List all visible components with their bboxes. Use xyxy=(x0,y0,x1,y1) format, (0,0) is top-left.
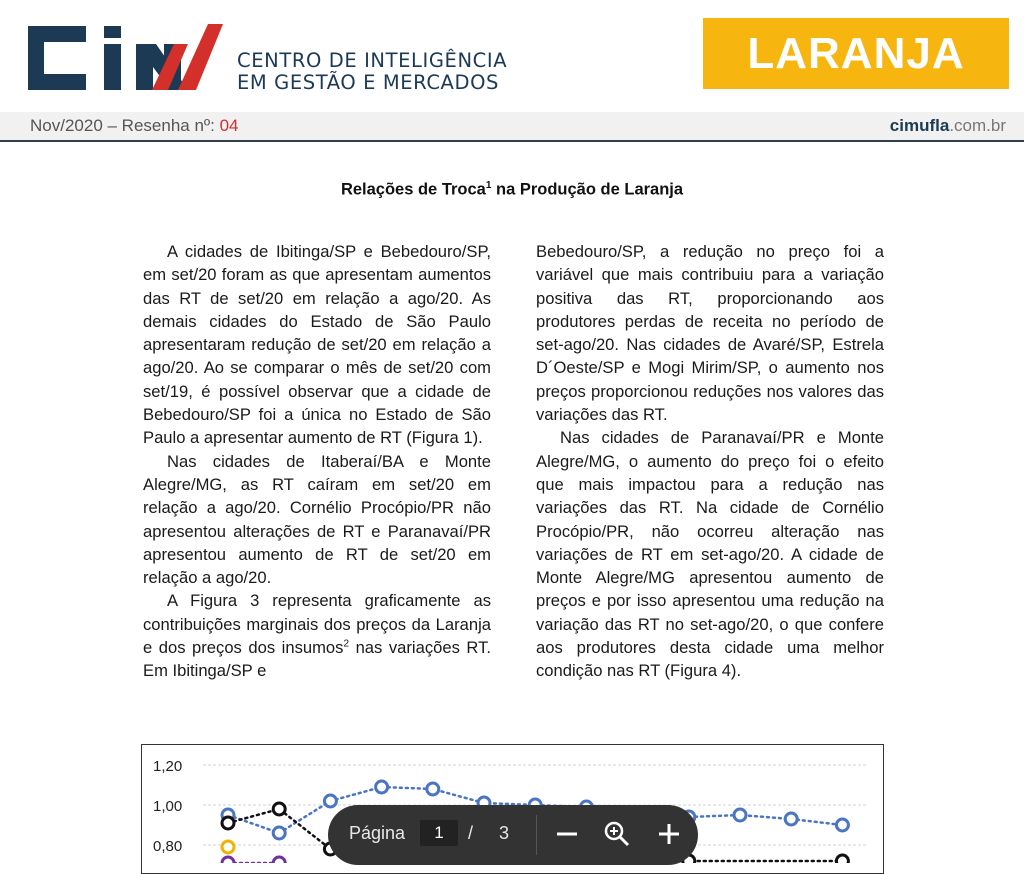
zoom-in-button[interactable] xyxy=(654,819,684,849)
left-column xyxy=(143,240,491,683)
page-separator: / xyxy=(468,823,474,843)
data-point-black xyxy=(273,803,285,815)
page-label: Página xyxy=(349,823,406,843)
site-name: cimufla xyxy=(889,116,950,135)
site-link[interactable] xyxy=(890,116,1006,136)
paragraph: Nas cidades de Itaberaí/BA e Monte Alegre/MG, as RT caíram em set/20 em relação a ago/20. Cornélio Procópio/PR não apresentou alterações de RT e Paranavaí/PR apresentou aumento de RT de set/20 em relação a ago/20. xyxy=(143,451,491,588)
data-point-blue xyxy=(836,819,848,831)
right-column xyxy=(536,240,884,683)
paragraph xyxy=(143,589,491,682)
paragraph-text: A Figura 3 representa graficamente as contribuições marginais dos preços da Laranja e dos preços dos insumos xyxy=(143,591,491,658)
fit-zoom-button[interactable] xyxy=(602,819,632,849)
data-point-blue xyxy=(734,809,746,821)
data-point-purple xyxy=(222,857,234,863)
y-tick-label: 1,00 xyxy=(153,798,183,815)
logo-text xyxy=(237,50,507,94)
issue-number: 04 xyxy=(219,116,239,135)
logo-line-1: CENTRO DE INTELIGÊNCIA xyxy=(237,49,508,72)
y-tick-label: 0,80 xyxy=(153,838,183,855)
data-point-blue xyxy=(273,827,285,839)
magnifier-icon xyxy=(602,819,632,849)
paragraph: A cidades de Ibitinga/SP e Bebedouro/SP, em set/20 foram as que apresentam aumentos das RT de set/20 em relação a ago/20. As demais cidades do Estado de São Paulo apresentaram redução de set/20 em relação a ago/20. Ao se comparar o mês de set/20 com set/19, é possível observar que a cidade de Bebedouro/SP foi a única no Estado de São Paulo a apresentar aumento de RT (Figura 1). xyxy=(143,242,491,448)
toolbar-divider xyxy=(536,815,537,855)
paragraph: Bebedouro/SP, a redução no preço foi a variável que mais contribuiu para a variação positiva das RT, proporcionando aos produtores perdas de receita no período de set-ago/20. Nas cidades de Avaré/SP, Estrela D´Oeste/SP e Mogi Mirim/SP, o aumento nos preços proporcionou reduções nos valores das variações das RT. xyxy=(536,242,884,425)
product-badge: LARANJA xyxy=(703,18,1009,89)
issue-bar xyxy=(0,112,1024,142)
title-text: Relações de Troca xyxy=(340,180,486,199)
paragraph-text-end: nas variações RT. Em Ibitinga/SP e xyxy=(143,638,491,681)
paragraph: Nas cidades de Paranavaí/PR e Monte Alegre/MG, o aumento do preço foi o efeito que mais impactou para a redução nas variações das RT. Na cidade de Cornélio Procópio/PR, não ocorreu alteração nas variações de RT em set-ago/20. A cidade de Monte Alegre/MG apresentou aumento de preços e por isso apresentou uma redução na variação das RT no set-ago/20, o que confere aos produtores desta cidade uma melhor condição nas RT (Figura 4). xyxy=(536,428,884,681)
document-title xyxy=(0,180,1024,200)
title-footnote-mark: 1 xyxy=(485,180,492,191)
zoom-out-button[interactable] xyxy=(552,819,582,849)
footnote-mark: 2 xyxy=(343,638,350,650)
site-domain: .com.br xyxy=(949,116,1006,135)
pdf-toolbar xyxy=(328,805,698,865)
logo-line-2: EM GESTÃO E MERCADOS xyxy=(237,71,500,94)
page-total: 3 xyxy=(499,823,510,843)
title-text-end: na Produção de Laranja xyxy=(491,180,684,199)
issue-info xyxy=(30,116,238,136)
data-point-black xyxy=(836,855,848,863)
data-point-blue xyxy=(324,795,336,807)
issue-date-label: Nov/2020 – Resenha nº: xyxy=(30,116,220,135)
data-point-blue xyxy=(785,813,797,825)
data-point-blue xyxy=(427,783,439,795)
minus-icon xyxy=(552,819,582,849)
data-point-yellow xyxy=(222,841,234,853)
plus-icon xyxy=(654,819,684,849)
data-point-black xyxy=(222,817,234,829)
data-point-blue xyxy=(376,781,388,793)
page-number-input[interactable]: 1 xyxy=(420,820,458,846)
y-tick-label: 1,20 xyxy=(153,758,183,775)
data-point-purple xyxy=(273,857,285,863)
cim-logo-icon xyxy=(28,22,223,92)
